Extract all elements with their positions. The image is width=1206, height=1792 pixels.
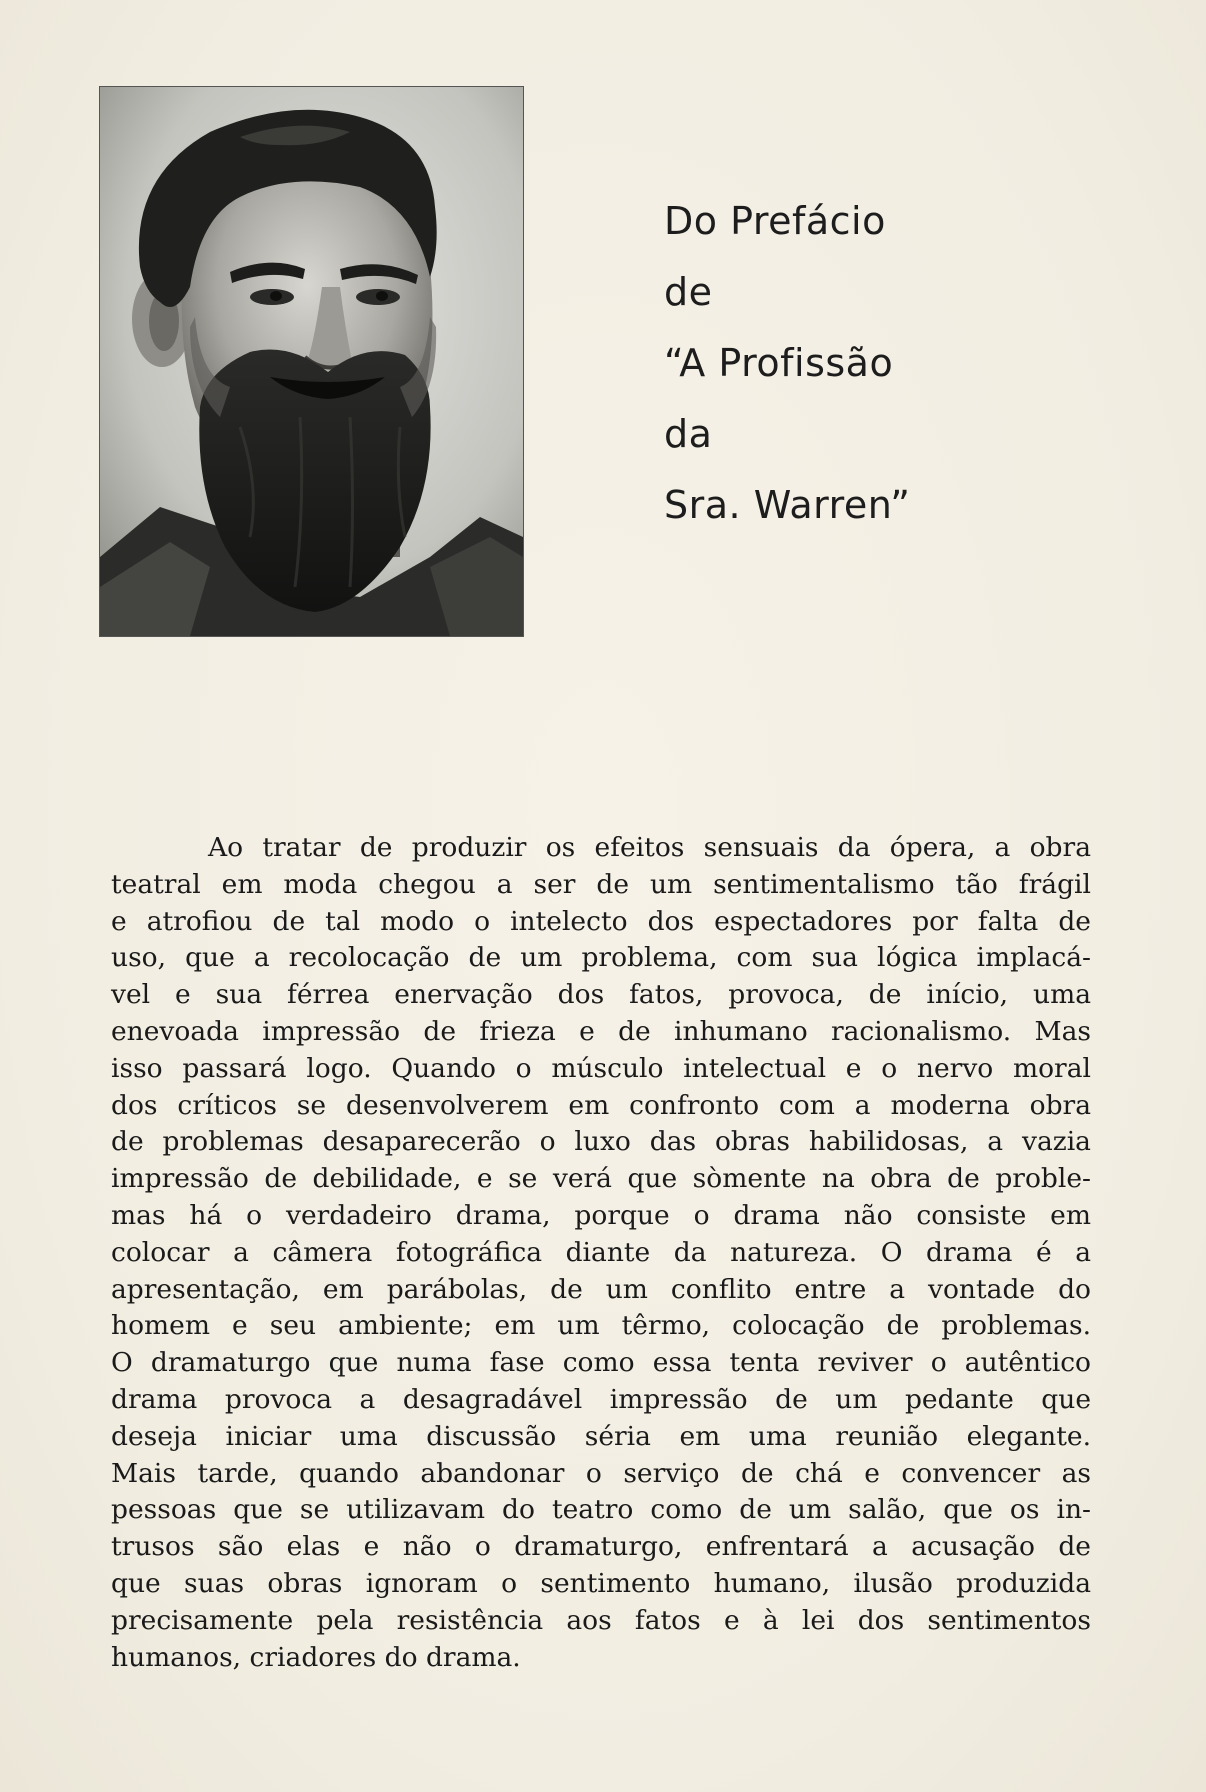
paragraph-line: precisamente pela resistência aos fatos e à lei dos sentimentos	[111, 1604, 1091, 1636]
paragraph-line: uso, que a recolocação de um problema, com sua lógica implacá-	[111, 942, 1091, 974]
paragraph-line: Mais tarde, quando abandonar o serviço de chá e convencer as	[111, 1457, 1091, 1489]
title-line: Do Prefácio	[664, 199, 886, 243]
title-line: da	[664, 412, 713, 456]
paragraph-line: humanos, criadores do drama.	[111, 1641, 521, 1673]
portrait-photo	[99, 86, 524, 637]
paragraph-line: homem e seu ambiente; em um têrmo, colocação de problemas.	[111, 1310, 1091, 1342]
paragraph-line: isso passará logo. Quando o músculo intelectual e o nervo moral	[111, 1052, 1091, 1084]
paragraph-line: impressão de debilidade, e se verá que sòmente na obra de proble-	[111, 1163, 1091, 1195]
preface-title	[664, 186, 1144, 541]
title-line: de	[664, 270, 713, 314]
paragraph-line: teatral em moda chegou a ser de um sentimentalismo tão frágil	[111, 868, 1091, 900]
paragraph-line: pessoas que se utilizavam do teatro como de um salão, que os in-	[111, 1494, 1091, 1526]
title-line: “A Profissão	[664, 341, 894, 385]
paragraph-line: deseja iniciar uma discussão séria em uma reunião elegante.	[111, 1420, 1091, 1452]
paragraph-line: Ao tratar de produzir os efeitos sensuais da ópera, a obra	[208, 832, 1091, 863]
paragraph-line: vel e sua férrea enervação dos fatos, provoca, de início, uma	[111, 979, 1091, 1011]
paragraph-line: dos críticos se desenvolverem em confronto com a moderna obra	[111, 1089, 1091, 1121]
title-line: Sra. Warren”	[664, 483, 911, 527]
paragraph-line: e atrofiou de tal modo o intelecto dos espectadores por falta de	[111, 905, 1091, 937]
paragraph-line: mas há o verdadeiro drama, porque o drama não consiste em	[111, 1199, 1091, 1231]
paragraph-line: colocar a câmera fotográfica diante da natureza. O drama é a	[111, 1236, 1091, 1268]
preface-paragraph	[111, 830, 1091, 1676]
paragraph-line: apresentação, em parábolas, de um conflito entre a vontade do	[111, 1273, 1091, 1305]
paragraph-line: trusos são elas e não o dramaturgo, enfrentará a acusação de	[111, 1531, 1091, 1563]
paragraph-line: enevoada impressão de frieza e de inhumano racionalismo. Mas	[111, 1015, 1091, 1047]
paragraph-line: drama provoca a desagradável impressão de um pedante que	[111, 1383, 1091, 1415]
bearded-man-portrait-icon	[100, 87, 523, 636]
paragraph-line: O dramaturgo que numa fase como essa tenta reviver o autêntico	[111, 1347, 1091, 1379]
paragraph-line: de problemas desaparecerão o luxo das obras habilidosas, a vazia	[111, 1126, 1091, 1158]
paragraph-line: que suas obras ignoram o sentimento humano, ilusão produzida	[111, 1567, 1091, 1599]
